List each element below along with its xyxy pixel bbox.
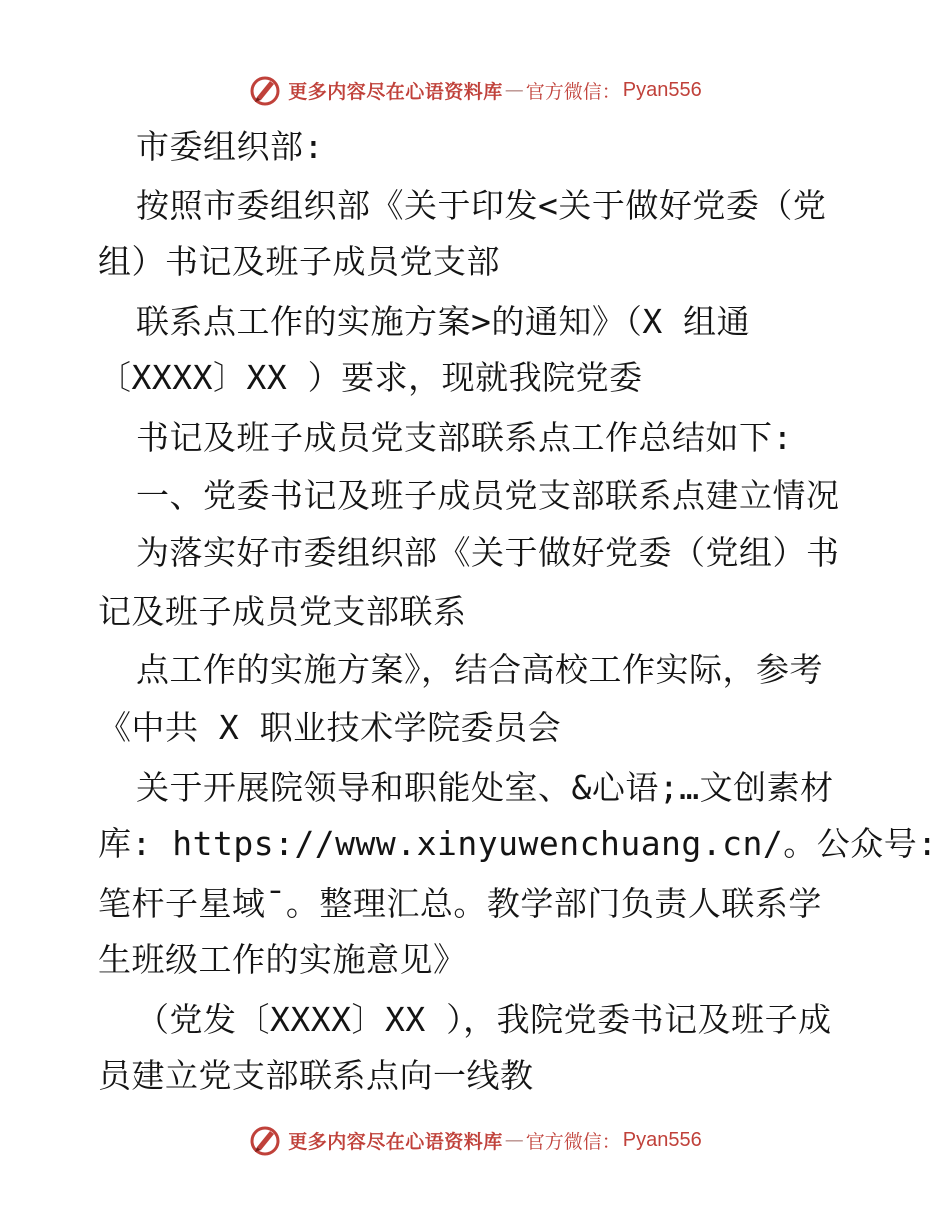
text-line: （党发〔XXXX〕XX ），我院党委书记及班子成 <box>136 1000 832 1039</box>
text-line: 库: https://www.xinyuwenchuang.cn/。公众号: <box>98 824 938 863</box>
footer-banner <box>0 1120 950 1160</box>
text-line: 书记及班子成员党支部联系点工作总结如下: <box>136 418 793 457</box>
text-line: 〔XXXX〕XX ）要求，现就我院党委 <box>98 358 643 397</box>
banner-handle: Pyan556 <box>622 1128 702 1151</box>
text-line: 按照市委组织部《关于印发<关于做好党委（党 <box>136 186 827 225</box>
text-line: 员建立党支部联系点向一线教 <box>98 1056 534 1095</box>
text-line: 记及班子成员党支部联系 <box>98 592 467 631</box>
banner-brand: 更多内容尽在心语资料库 <box>288 1130 503 1153</box>
banner-handle: Pyan556 <box>622 78 702 101</box>
text-line: 一、党委书记及班子成员党支部联系点建立情况 <box>136 476 840 515</box>
pen-logo-icon <box>248 73 282 107</box>
text-line: 联系点工作的实施方案>的通知》（X 组通 <box>136 302 751 341</box>
text-line: 为落实好市委组织部《关于做好党委（党组）书 <box>136 533 840 572</box>
pen-logo-icon <box>248 1123 282 1157</box>
banner-dash: — <box>504 79 524 101</box>
banner-brand: 更多内容尽在心语资料库 <box>288 80 503 103</box>
text-line: 组）书记及班子成员党支部 <box>98 242 500 281</box>
banner-wechat-label: 官方微信： <box>525 80 621 103</box>
text-line: 生班级工作的实施意见》 <box>98 940 467 979</box>
banner-wechat-label: 官方微信： <box>525 1130 621 1153</box>
text-line: 市委组织部: <box>136 127 324 166</box>
header-banner <box>0 70 950 110</box>
text-line: 《中共 X 职业技术学院委员会 <box>98 708 562 747</box>
text-line: 点工作的实施方案》，结合高校工作实际，参考 <box>136 650 823 689</box>
banner-dash: — <box>504 1129 524 1151</box>
text-line: 笔杆子星域¯。整理汇总。教学部门负责人联系学 <box>98 884 822 923</box>
text-line: 关于开展院领导和职能处室、&心语;…文创素材 <box>136 768 834 807</box>
